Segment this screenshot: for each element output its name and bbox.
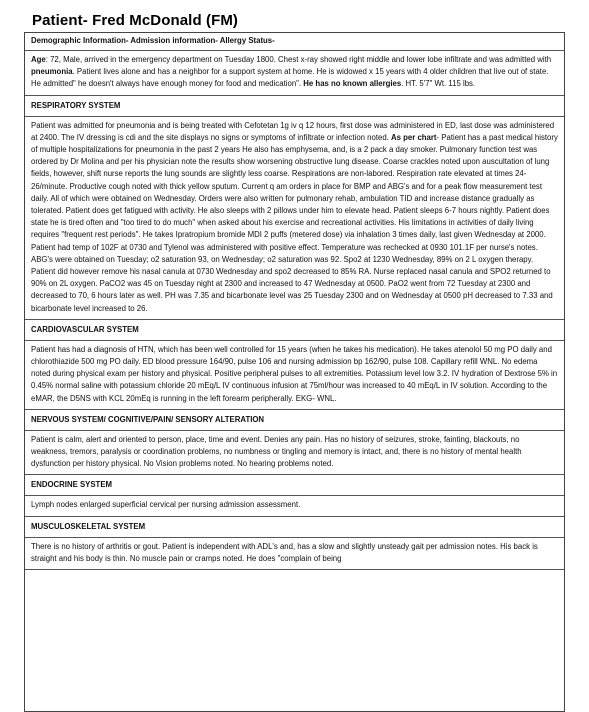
endocrine-text: Lymph nodes enlarged superficial cervical per nursing admission assessment. [25, 496, 564, 516]
demographic-text-part: : 72, Male, arrived in the emergency department on Tuesday 1800. Chest x-ray showed right middle and lower lobe infiltrate and was admitted with [45, 55, 552, 64]
neuro-heading: NERVOUS SYSTEM/ COGNITIVE/PAIN/ SENSORY ALTERATION [25, 410, 564, 431]
respiratory-text [25, 117, 564, 320]
musculoskeletal-heading: MUSCULOSKELETAL SYSTEM [25, 517, 564, 538]
respiratory-heading: RESPIRATORY SYSTEM [25, 96, 564, 117]
demographic-text-part: . Patient lives alone and has a neighbor for a support system at home. He is widowed x 15 years with 4 older children that live out of state. He admitted" he doesn't always have enough money for food and medication". [31, 67, 549, 89]
neuro-text: Patient is calm, alert and oriented to person, place, time and event. Denies any pain. Has no history of seizures, stroke, fainting, blackouts, no weakness, tremors, paralysis or coordination problems, no numbness or tingling and memory is intact, and, there is no history of mental health dysfunction per history physical. No Vision problems noted. No hearing problems noted. [25, 431, 564, 476]
pneumonia-emphasis: pneumonia [31, 67, 73, 77]
cardiovascular-text: Patient has had a diagnosis of HTN, which has been well controlled for 15 years (when he takes his medication). He takes atenolol 50 mg PO daily and chlorothiazide 500 mg PO daily. ED blood pressure 164/90, pulse 106 and nursing admission bp 162/90, pulse 108. Capillary refill WNL. No edema noted during physical exam per history and physical. Positive peripheral pulses to all extremities. Potassium level low 3.2. IV hydration of Dextrose 5% in 0.45% normal saline with potassium chloride 20 mEq/L IV continuous infusion at 75ml/hour was increased to 40 mEq/L in IV solution. According to the eMAR, the D5NS with KCL 20mEq is running in the left forearm peripherally. EKG- WNL. [25, 341, 564, 410]
allergy-emphasis: He has no known allergies [303, 79, 402, 89]
demographic-text-part: . HT. 5'7" Wt. 115 lbs. [401, 79, 476, 89]
demographic-text [25, 51, 564, 96]
page-title: Patient- Fred McDonald (FM) [32, 12, 239, 29]
respiratory-text-part: Patient was admitted for pneumonia and is being treated with Cefotetan 1g iv q 12 hours, first dose was administered in ED, last dose was administered at 2400. The IV dressing is cdi and the site displays no signs or symptoms of infiltrate or infection noted. [31, 120, 555, 142]
assessment-table [24, 32, 565, 712]
age-label: Age [31, 55, 46, 64]
musculoskeletal-text: There is no history of arthritis or gout. Patient is independent with ADL's and, has a slow and slightly unsteady gait per admission notes. His back is straight and his body is thin. No muscle pain or cramps noted. He does "complain of being [25, 538, 564, 570]
cardiovascular-heading: CARDIOVASCULAR SYSTEM [25, 320, 564, 341]
demographic-header: Demographic Information- Admission information- Allergy Status- [25, 33, 564, 51]
endocrine-heading: ENDOCRINE SYSTEM [25, 475, 564, 496]
as-per-chart-emphasis: As per chart [391, 132, 437, 142]
respiratory-text-part: - Patient has a past medical history of multiple hospitalizations for pneumonia in the past 2 years He also has emphysema, and, is a 2 pack a day smoker. Pulmonary function test was ordered by Dr Molina and per his physician note the results show worsening obstructive lung disease. Coarse crackles noted upon auscultation of lung fields, however, shift nurse reports the lung sounds are slightly less coarse. Respirations are non-labored. Respiration rate elevated at times 24-26/minute. Productive cough noted with thick yellow sputum. Current q am orders in place for BMP and ABG's and for a peak flow measurement test daily. All of which were obtained on Wednesday. Orders were also written for pulmonary rehab, ambulation TID and increase distance gradually as tolerated. Patient does get fatigued with activity. He also sleeps with 2 pillows under him to elevate head. Patient sleeps 6-7 hours nightly. Patient does state he is tired often and "too tired to do much" when asked about his exercise and recreational activities. His limitations in activities of daily living requires "frequent rest periods". He takes Ipratropium bromide MDI 2 puffs (metered dose) via inhalation 3 times daily, last given Wednesday at 2000. Patient had temp of 102F at 0730 and Tylenol was administered with positive effect. Temperature was rechecked at 0930 101.1F per nurse's notes. ABG's were obtained on Tuesday; o2 saturation 93, on Wednesday; o2 saturation was 92. Spo2 at 1230 Wednesday, 89% on 2 L oxygen therapy. Patient did however remove his nasal canula at 0730 Wednesday and spo2 decreased to 85% RA. Nurse replaced nasal canula and SPO2 returned to 90% on 2L oxygen. PaCO2 was 45 on Tuesday night at 2300 and increased to 47 Wednesday at 0500. PaO2 went from 72 Tuesday at 2300 and decreased to 70, 6 hours later as well. PH was 7.35 and bicarbonate level was 25 Tuesday 2300 and on Wednesday at 0500 pH decreased to 7.33 and bicarbonate level increased to 26. [31, 132, 558, 313]
